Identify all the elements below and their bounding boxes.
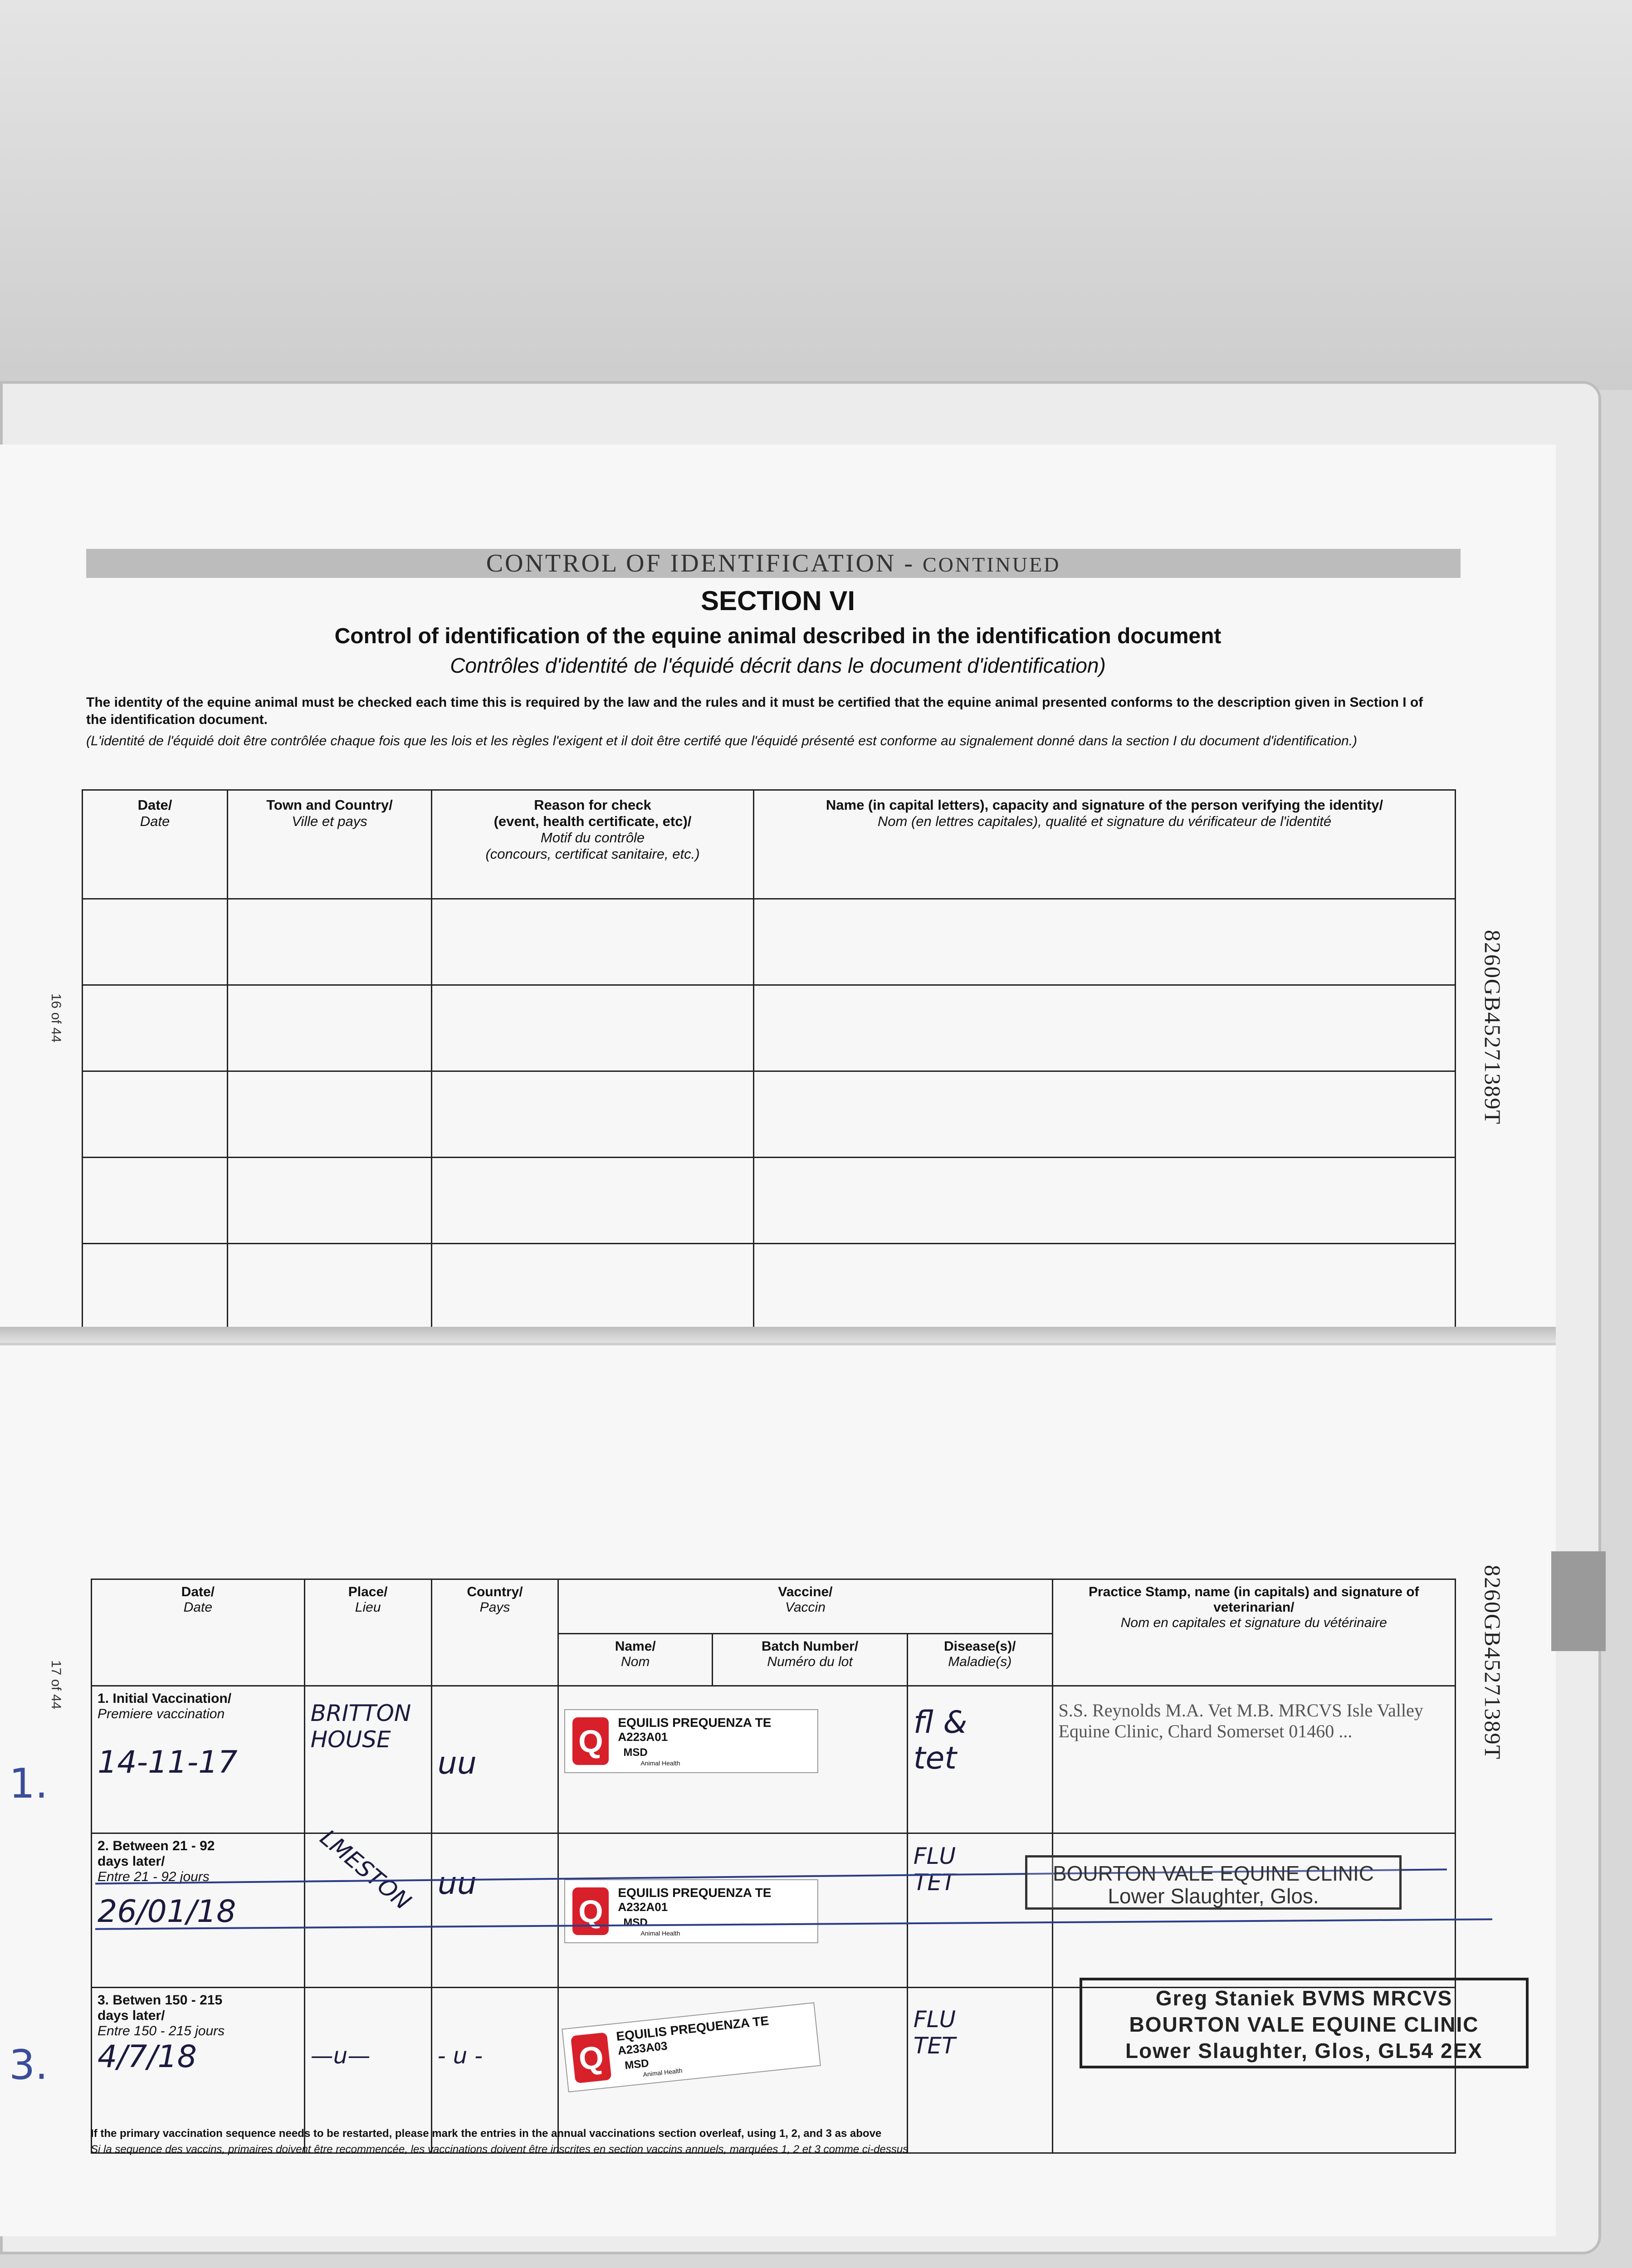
handwritten-date: 14-11-17 bbox=[98, 1745, 238, 1780]
vaccine-name: EQUILIS PREQUENZA TE bbox=[618, 1886, 772, 1900]
vaccine-batch: A233A03 bbox=[617, 2038, 669, 2058]
header-reason-en2: (event, health certificate, etc)/ bbox=[494, 813, 692, 829]
handwritten-date: 4/7/18 bbox=[98, 2039, 197, 2075]
cell[interactable] bbox=[754, 1244, 1456, 1330]
cell[interactable] bbox=[83, 1071, 228, 1158]
scan-background bbox=[0, 0, 1632, 390]
footnote-en: If the primary vaccination sequence needs to be restarted, please mark the entries in the annual vaccinations section overleaf, using 1, 2, and 3 as above bbox=[91, 2127, 882, 2140]
header-batch-en: Batch Number/ bbox=[761, 1639, 859, 1654]
header-date bbox=[83, 790, 228, 899]
row-label-en2: days later/ bbox=[98, 1854, 165, 1869]
header-name-fr: Nom bbox=[621, 1654, 650, 1669]
place-cell[interactable] bbox=[304, 1686, 431, 1833]
vaccine-name: EQUILIS PREQUENZA TE bbox=[616, 2013, 770, 2044]
header-vaccine bbox=[558, 1579, 1052, 1634]
row-label-en: 2. Between 21 - 92 bbox=[98, 1838, 215, 1853]
clinic-stamp-line-2: Lower Slaughter, Glos. bbox=[1108, 1884, 1319, 1908]
cell[interactable] bbox=[432, 1158, 754, 1244]
vaccine-label-cell[interactable] bbox=[558, 1833, 908, 1988]
handwritten-date: 26/01/18 bbox=[98, 1894, 236, 1930]
passport-number-16: 8260GB45271389T bbox=[1480, 930, 1505, 1125]
passport-number-17: 8260GB45271389T bbox=[1480, 1565, 1505, 1760]
header-reason-fr2: (concours, certificat sanitaire, etc.) bbox=[485, 846, 700, 862]
handwritten-disease-2: tet bbox=[913, 1740, 957, 1776]
header-date-en: Date/ bbox=[181, 1584, 215, 1599]
cell[interactable] bbox=[228, 1158, 432, 1244]
msd-logo: MSD bbox=[623, 1916, 648, 1929]
header-country bbox=[431, 1579, 558, 1686]
handwritten-disease-2: TET bbox=[913, 2033, 956, 2059]
vaccine-sticker bbox=[564, 1879, 818, 1943]
table-row bbox=[83, 1071, 1456, 1158]
row-label-en: 3. Betwen 150 - 215 bbox=[98, 1993, 223, 2008]
table-header-row bbox=[83, 790, 1456, 899]
row-label-fr: Premiere vaccination bbox=[98, 1706, 225, 1721]
handwritten-place: —u— bbox=[310, 2043, 371, 2069]
header-town-en: Town and Country/ bbox=[266, 797, 393, 813]
header-disease-fr: Maladie(s) bbox=[948, 1654, 1012, 1669]
stamp-cell[interactable] bbox=[1052, 1686, 1455, 1833]
intro-en: The identity of the equine animal must be checked each time this is required by the law and the rules and it must be certified that the equine animal presented conforms to the description given in Section I of the identification document. bbox=[86, 695, 1423, 727]
header-verifier bbox=[754, 790, 1456, 899]
table-row bbox=[83, 1244, 1456, 1330]
country-cell[interactable] bbox=[431, 1833, 558, 1988]
disease-cell[interactable] bbox=[907, 1686, 1052, 1833]
header-country-fr: Pays bbox=[479, 1600, 510, 1615]
row-label-fr: Entre 150 - 215 jours bbox=[98, 2024, 225, 2038]
row-label-en2: days later/ bbox=[98, 2008, 165, 2023]
vet-stamp-1: S.S. Reynolds M.A. Vet M.B. MRCVS Isle Valley Equine Clinic, Chard Somerset 01460 ... bbox=[1058, 1700, 1423, 1741]
cell[interactable] bbox=[83, 899, 228, 985]
header-reason-en: Reason for check bbox=[534, 797, 651, 813]
sleeve-tab bbox=[1551, 1551, 1606, 1651]
msd-subtitle: Animal Health bbox=[640, 1760, 680, 1767]
vaccine-batch: A223A01 bbox=[618, 1730, 668, 1744]
handwritten-country: - u - bbox=[437, 2043, 483, 2069]
header-batch-fr: Numéro du lot bbox=[767, 1654, 853, 1669]
cell[interactable] bbox=[228, 899, 432, 985]
section-heading: SECTION VI bbox=[700, 586, 855, 616]
header-stamp-fr: Nom en capitales et signature du vétérinaire bbox=[1120, 1615, 1387, 1630]
intro-fr: (L'identité de l'équidé doit être contrôlée chaque fois que les lois et les règles l'exigent et il doit être certifé que l'équidé présenté est conforme au signalement donné dans la section I du document d'identification.) bbox=[86, 733, 1358, 748]
handwritten-place: BRITTON HOUSE bbox=[310, 1700, 411, 1753]
margin-note-3: 3. bbox=[9, 2041, 48, 2089]
country-cell[interactable] bbox=[431, 1686, 558, 1833]
cell[interactable] bbox=[228, 1071, 432, 1158]
footnote-fr: Si la sequence des vaccins, primaires doivent être recommencée, les vaccinations doivent être inscrites en section vaccins annuels, marquées 1, 2 et 3 comme ci-dessus bbox=[91, 2143, 909, 2156]
cell[interactable] bbox=[754, 1071, 1456, 1158]
cell[interactable] bbox=[432, 1071, 754, 1158]
vaccine-sticker bbox=[562, 2002, 821, 2092]
header-verifier-fr: Nom (en lettres capitales), qualité et signature du vérificateur de l'identité bbox=[877, 813, 1332, 829]
cell[interactable] bbox=[754, 899, 1456, 985]
cell[interactable] bbox=[432, 1244, 754, 1330]
vaccination-row-1 bbox=[92, 1686, 1456, 1833]
title-en: Control of identification of the equine animal described in the identification document bbox=[334, 624, 1222, 648]
vaccine-batch: A232A01 bbox=[618, 1900, 668, 1914]
vet-stamp-line-3: Lower Slaughter, Glos, GL54 2EX bbox=[1125, 2039, 1483, 2063]
place-cell[interactable] bbox=[304, 1824, 431, 1988]
msd-subtitle: Animal Health bbox=[643, 2067, 683, 2078]
header-verifier-en: Name (in capital letters), capacity and signature of the person verifying the identity/ bbox=[826, 797, 1383, 813]
cell[interactable] bbox=[432, 985, 754, 1071]
banner-continued: CONTINUED bbox=[923, 553, 1061, 576]
header-batch bbox=[713, 1634, 908, 1686]
cell[interactable] bbox=[754, 985, 1456, 1071]
handwritten-place: LMESTON bbox=[315, 1824, 416, 1915]
handwritten-disease: FLU bbox=[913, 2006, 956, 2033]
margin-note-1: 1. bbox=[9, 1760, 48, 1808]
header-reason-fr: Motif du contrôle bbox=[540, 830, 645, 846]
header-date-fr: Date bbox=[140, 813, 170, 829]
title-fr: Contrôles d'identité de l'équidé décrit dans le document d'identification) bbox=[450, 654, 1106, 677]
header-date bbox=[92, 1579, 305, 1686]
q-logo-icon: Q bbox=[572, 1887, 609, 1935]
table-row bbox=[83, 985, 1456, 1071]
msd-subtitle: Animal Health bbox=[640, 1930, 680, 1937]
header-name-en: Name/ bbox=[615, 1639, 656, 1654]
header-disease bbox=[907, 1634, 1052, 1686]
vaccination-header-row bbox=[92, 1579, 1456, 1634]
header-vaccine-en: Vaccine/ bbox=[778, 1584, 833, 1599]
handwritten-disease-2: TET bbox=[913, 1869, 956, 1896]
page-number-17: 17 of 44 bbox=[49, 1660, 64, 1710]
handwritten-disease: FLU bbox=[913, 1843, 956, 1869]
header-practice-stamp bbox=[1052, 1579, 1455, 1686]
header-vaccine-name bbox=[558, 1634, 713, 1686]
header-date-en: Date/ bbox=[137, 797, 172, 813]
header-stamp-en: Practice Stamp, name (in capitals) and signature of veterinarian/ bbox=[1089, 1584, 1419, 1615]
header-disease-en: Disease(s)/ bbox=[943, 1639, 1016, 1654]
cell[interactable] bbox=[83, 1244, 228, 1330]
section-banner bbox=[86, 549, 1461, 578]
vet-stamp-line-1: Greg Staniek BVMS MRCVS bbox=[1155, 1986, 1453, 2010]
cell[interactable] bbox=[83, 1158, 228, 1244]
row-label-en: 1. Initial Vaccination/ bbox=[98, 1691, 232, 1706]
handwritten-country: uu bbox=[437, 1866, 477, 1901]
cell[interactable] bbox=[83, 985, 228, 1071]
clinic-stamp-line-1: BOURTON VALE EQUINE CLINIC bbox=[1052, 1862, 1374, 1885]
msd-logo: MSD bbox=[624, 2057, 650, 2072]
handwritten-disease: fl & bbox=[913, 1705, 967, 1740]
header-place bbox=[304, 1579, 431, 1686]
table-row bbox=[83, 1158, 1456, 1244]
vaccine-name: EQUILIS PREQUENZA TE bbox=[618, 1716, 772, 1730]
identity-check-table bbox=[82, 789, 1456, 1330]
header-vaccine-fr: Vaccin bbox=[785, 1600, 826, 1615]
date-cell[interactable] bbox=[92, 1686, 305, 1833]
header-town-fr: Ville et pays bbox=[292, 813, 367, 829]
clinic-stamp bbox=[1025, 1855, 1402, 1910]
q-logo-icon: Q bbox=[571, 2032, 612, 2083]
page-number-16: 16 of 44 bbox=[49, 993, 64, 1043]
header-date-fr: Date bbox=[183, 1600, 213, 1615]
date-cell[interactable] bbox=[92, 1833, 305, 1988]
header-place-en: Place/ bbox=[348, 1584, 388, 1599]
vaccine-sticker bbox=[564, 1709, 818, 1773]
vet-stamp-line-2: BOURTON VALE EQUINE CLINIC bbox=[1129, 2013, 1479, 2036]
cell[interactable] bbox=[432, 899, 754, 985]
header-country-en: Country/ bbox=[467, 1584, 523, 1599]
table-row bbox=[83, 899, 1456, 985]
banner-title: CONTROL OF IDENTIFICATION - bbox=[486, 549, 914, 577]
handwritten-country: uu bbox=[437, 1745, 477, 1781]
msd-logo: MSD bbox=[623, 1746, 648, 1759]
vet-stamp-2 bbox=[1080, 1978, 1529, 2068]
cell[interactable] bbox=[228, 1244, 432, 1330]
header-reason bbox=[432, 790, 754, 899]
header-town bbox=[228, 790, 432, 899]
cell[interactable] bbox=[754, 1158, 1456, 1244]
cell[interactable] bbox=[228, 985, 432, 1071]
q-logo-icon: Q bbox=[572, 1717, 609, 1765]
row-label-fr: Entre 21 - 92 jours bbox=[98, 1869, 210, 1884]
vaccine-label-cell[interactable] bbox=[558, 1686, 908, 1833]
header-place-fr: Lieu bbox=[355, 1600, 381, 1615]
